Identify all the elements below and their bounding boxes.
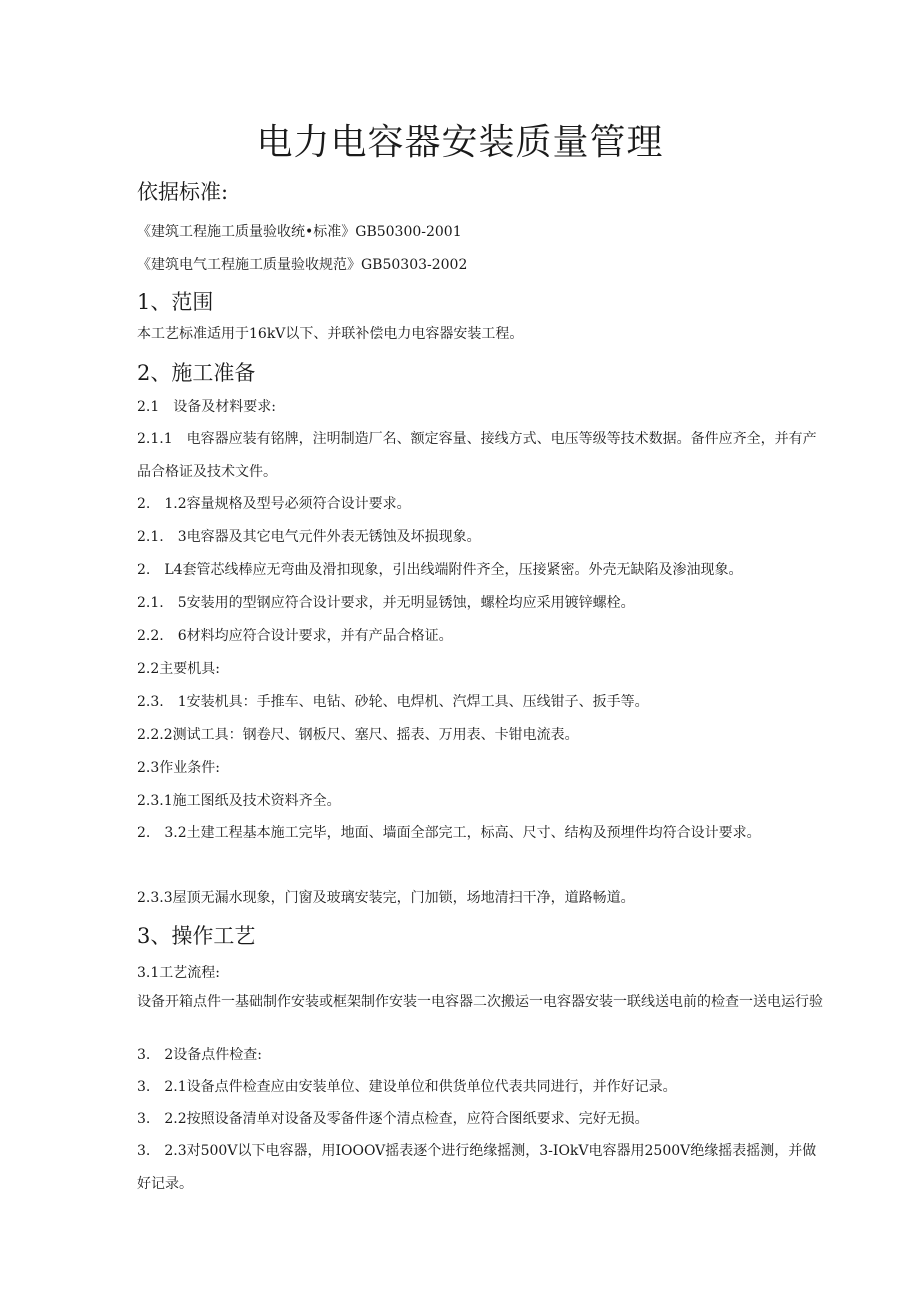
section-3-paragraph: 设备开箱点件一基础制作安装或框架制作安装一电容器二次搬运一电容器安装一联线送电前的检查一送电运行验 bbox=[137, 994, 823, 1010]
section-3-paragraph: 3. 2设备点件检查: bbox=[137, 1047, 262, 1063]
section-3-heading: 3、操作工艺 bbox=[137, 924, 256, 948]
section-2-paragraph: 2.2主要机具: bbox=[137, 661, 220, 677]
standard-item: 《建筑工程施工质量验收统•标准》GB50300-2001 bbox=[137, 224, 462, 240]
section-1-heading: 1、范围 bbox=[137, 290, 214, 314]
section-2-paragraph: 2. L4套管芯线棒应无弯曲及滑扣现象，引出线端附件齐全，压接紧密。外壳无缺陷及渗油现象。 bbox=[137, 562, 743, 578]
section-3-paragraph: 3. 2.2按照设备清单对设备及零备件逐个清点检查，应符合图纸要求、完好无损。 bbox=[137, 1111, 649, 1127]
section-3-paragraph: 3. 2.1设备点件检查应由安装单位、建设单位和供货单位代表共同进行，并作好记录。 bbox=[137, 1079, 677, 1095]
section-2-paragraph: 2.3.1施工图纸及技术资料齐全。 bbox=[137, 793, 341, 809]
section-2-paragraph: 2.3作业条件: bbox=[137, 760, 220, 776]
standard-item: 《建筑电气工程施工质量验收规范》GB50303-2002 bbox=[137, 257, 468, 273]
section-2-heading: 2、施工准备 bbox=[137, 361, 256, 385]
section-2-paragraph: 2.1. 5安装用的型钢应符合设计要求，并无明显锈蚀，螺栓均应采用镀锌螺栓。 bbox=[137, 595, 635, 611]
section-2-paragraph: 2. 3.2土建工程基本施工完毕，地面、墙面全部完工，标高、尺寸、结构及预埋件均符合设计要求。 bbox=[137, 825, 761, 841]
section-3-paragraph: 3. 2.3对500V以下电容器，用IOOOV摇表逐个进行绝缘摇测，3-IOkV电容器用2500V绝缘摇表摇测，并做好记录。 bbox=[137, 1143, 817, 1192]
section-2-paragraph: 2.1. 3电容器及其它电气元件外表无锈蚀及坏损现象。 bbox=[137, 529, 481, 545]
section-2-paragraph: 2.3. 1安装机具：手推车、电钻、砂轮、电焊机、汽焊工具、压线钳子、扳手等。 bbox=[137, 694, 649, 710]
section-3-paragraph: 3.1工艺流程: bbox=[137, 965, 220, 981]
section-2-paragraph: 2.1 设备及材料要求: bbox=[137, 399, 276, 415]
document-title: 电力电容器安装质量管理 bbox=[256, 122, 664, 163]
section-2-paragraph: 2.2.2测试工具：钢卷尺、钢板尺、塞尺、摇表、万用表、卡钳电流表。 bbox=[137, 727, 579, 743]
section-2-paragraph: 2. 1.2容量规格及型号必须符合设计要求。 bbox=[137, 496, 411, 512]
basis-heading: 依据标准: bbox=[137, 180, 229, 204]
section-2-paragraph: 2.1.1 电容器应装有铭牌，注明制造厂名、额定容量、接线方式、电压等级等技术数据。备件应齐全，并有产品合格证及技术文件。 bbox=[137, 431, 817, 480]
section-1-text: 本工艺标准适用于16kV以下、并联补偿电力电容器安装工程。 bbox=[137, 326, 524, 342]
section-2-paragraph: 2.2. 6材料均应符合设计要求，并有产品合格证。 bbox=[137, 628, 453, 644]
section-2-paragraph: 2.3.3屋顶无漏水现象，门窗及玻璃安装完，门加锁，场地清扫干净，道路畅道。 bbox=[137, 890, 635, 906]
